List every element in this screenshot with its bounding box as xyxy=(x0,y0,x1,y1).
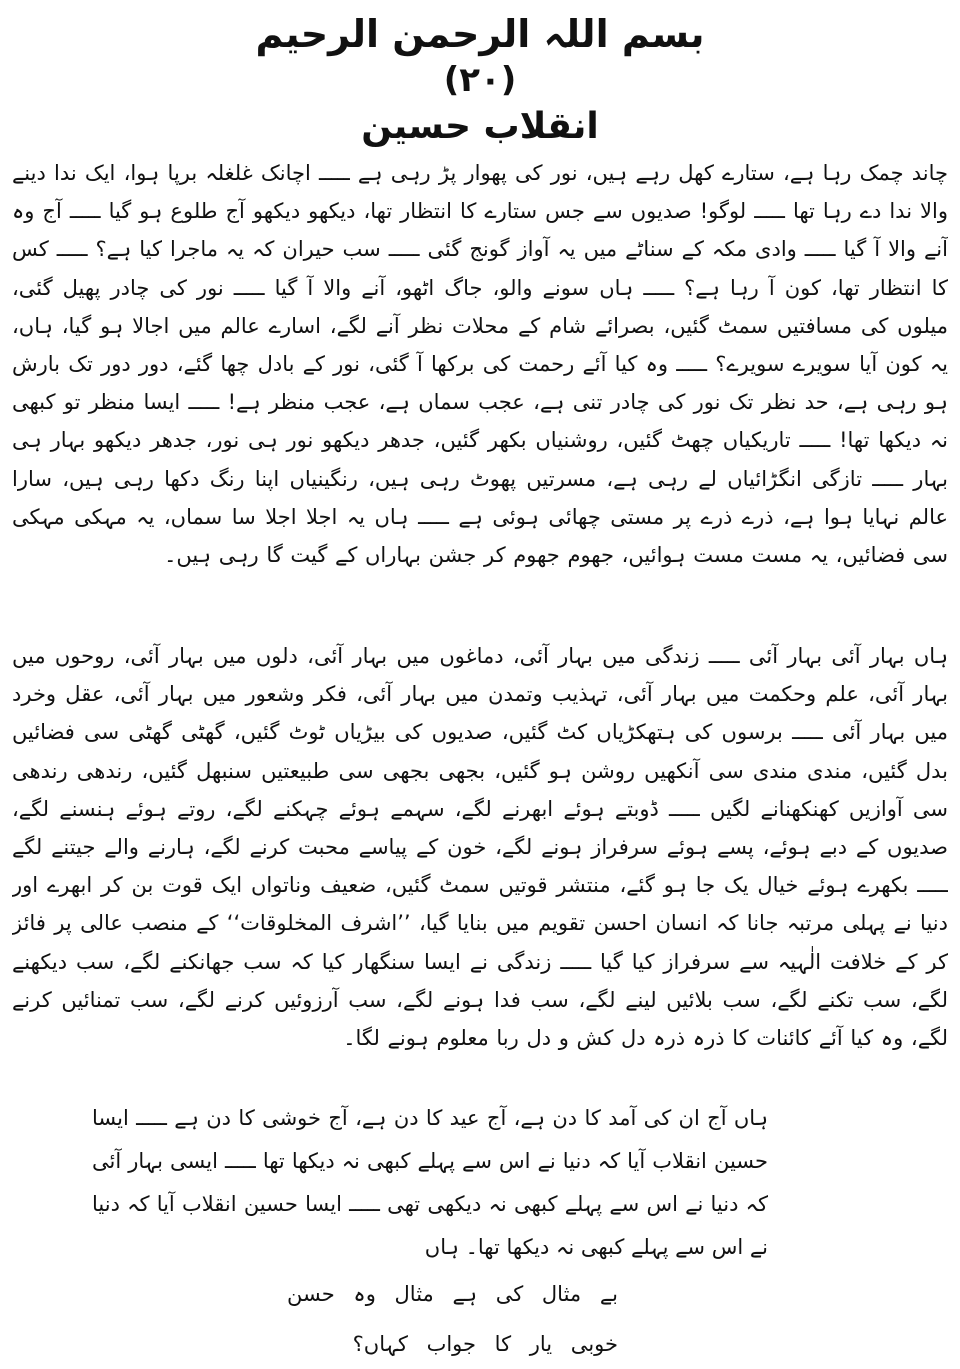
verse-line-2: خوبی یار کا جواب کہاں؟ xyxy=(352,1332,618,1356)
page-title: انقلاب حسین xyxy=(361,106,599,147)
closing-passage xyxy=(12,1097,948,1269)
document-body xyxy=(12,154,948,1085)
paragraph: ہاں بہار آئی بہار آئی ـــــ زندگی میں بہار آئی، دماغوں میں بہار آئی، دلوں میں بہار آئی، روحوں میں بہار آئی، علم وحکمت میں بہار آئی، تہذیب وتمدن میں بہار آئی، فکر وشعور میں بہار آئی، عقل وخرد میں بہار آئی ـــــ برسوں کی ہتھکڑیاں کٹ گئیں، صدیوں کی بیڑیاں ٹوٹ گئیں، گھٹی گھٹی سی فضائیں بدل گئیں، مندی مندی سی آنکھیں روشن ہو گئیں، بجھی بجھی سی طبیعتیں سنبھل گئیں، رندھی رندھی سی آوازیں کھنکھنانے لگیں ـــــ ڈوبتے ہوئے ابھرنے لگے، سہمے ہوئے چہکنے لگے، روتے ہوئے ہنسنے لگے، صدیوں کے دبے ہوئے، پسے ہوئے سرفراز ہونے لگے، خون کے پیاسے محبت کرنے لگے، ہارنے والے جیتنے لگے ـــــ بکھرے ہوئے خیال یک جا ہو گئے، منتشر قوتیں سمٹ گئیں، ضعیف وناتواں ایک قوت بن کر ابھرے اور دنیا نے پہلی مرتبہ جانا کہ انسان احسن تقویم میں بنایا گیا، ’’اشرف المخلوقات‘‘ کے منصب عالی پر فائز کر کے خلافت الٰہیہ سے سرفراز کیا گیا ـــــ زندگی نے ایسا سنگھار کیا کہ سب جھانکنے لگے، سب دیکھنے لگے، سب تکنے لگے، سب بلائیں لینے لگے، سب فدا ہونے لگے، سب آرزوئیں کرنے لگے، سب تمنائیں کرنے لگے، وہ کیا آئے کائنات کا ذرہ ذرہ دل کش و دل ربا معلوم ہونے لگا۔ xyxy=(12,644,948,1051)
document-header xyxy=(12,10,948,152)
closing-prose: ہاں آج ان کی آمد کا دن ہے، آج عید کا دن ہے، آج خوشی کا دن ہے ـــــ ایسا حسین انقلاب آیا کہ دنیا نے اس سے پہلے کبھی نہ دیکھا تھا ـــــ ایسی بہار آئی کہ دنیا نے اس سے پہلے کبھی نہ دیکھی تھی ـــــ ایسا حسین انقلاب آیا کہ دنیا نے اس سے پہلے کبھی نہ دیکھا تھا۔ ہاں xyxy=(92,1106,768,1259)
paragraph: چاند چمک رہا ہے، ستارے کھل رہے ہیں، نور کی پھوار پڑ رہی ہے ـــــ اچانک غلغلہ برپا ہوا، ایک ندا دینے والا ندا دے رہا تھا ـــــ لوگو! صدیوں سے جس ستارے کا انتظار تھا، دیکھو دیکھو آج طلوع ہو گیا ـــــ آج وہ آنے والا آ گیا ـــــ وادی مکہ کے سناٹے میں یہ آواز گونج گئی ـــــ سب حیران کہ یہ ماجرا کیا ہے؟ ـــــ کس کا انتظار تھا، کون آ رہا ہے؟ ـــــ ہاں سونے والو، جاگ اٹھو، آنے والا آ گیا ـــــ نور کی چادر پھیل گئی، میلوں کی مسافتیں سمٹ گئیں، بصرائے شام کے محلات نظر آنے لگے، اسارے عالم میں اجالا ہو گیا، ہاں، یہ کون آیا سویرے سویرے؟ ـــــ وہ کیا آئے رحمت کی برکھا آ گئی، نور کے بادل چھا گئے، دور دور تک بارش ہو رہی ہے، حد نظر تک نور کی چادر تنی ہے، عجب سماں ہے، عجب منظر ہے! ـــــ ایسا منظر تو کبھی نہ دیکھا تھا! ـــــ تاریکیاں چھٹ گئیں، روشنیاں بکھر گئیں، جدھر دیکھو نور ہی نور، جدھر دیکھو بہار ہی بہار ـــــ تازگی انگڑائیاں لے رہی ہے، مسرتیں پھوٹ رہی ہیں، رنگینیاں اپنا رنگ دکھا رہی ہیں، سارا عالم نہایا ہوا ہے، ذرے ذرے پر مستی چھائی ہوئی ہے ـــــ ہاں یہ اجلا اجلا سا سماں، یہ مہکی مہکی سی فضائیں، یہ مست مست ہوائیں، جھوم جھوم کر جشن بہاراں کے گیت گا رہی ہیں۔ xyxy=(12,161,948,568)
verse-line-1: بے مثال کی ہے مثال وہ حسن xyxy=(287,1282,618,1306)
basmala-heading: بسم اللہ الرحمن الرحیم xyxy=(255,12,705,56)
chapter-number: (۲۰) xyxy=(443,60,517,100)
